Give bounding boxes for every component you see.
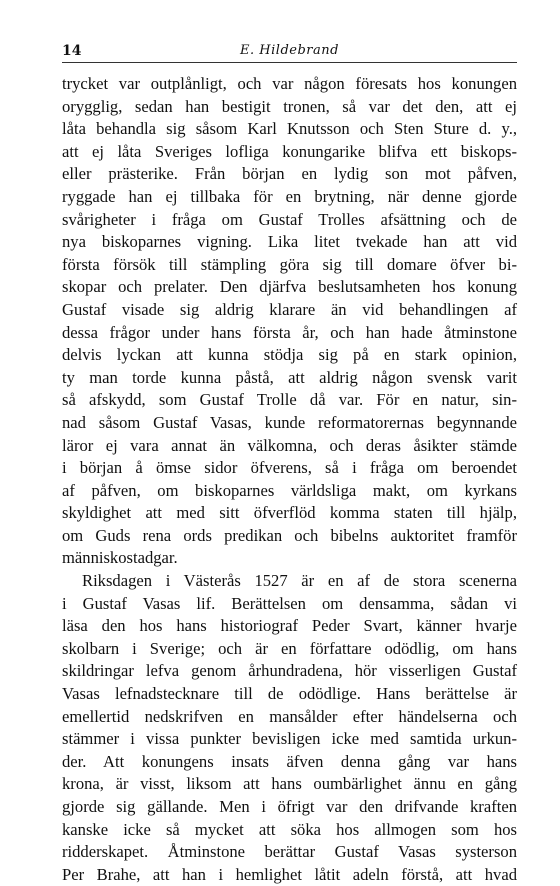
text-line: i Gustaf Vasas lif. Berättelsen om densamma, sådan vi (62, 593, 517, 613)
text-line: svårigheter i fråga om Gustaf Trolles afsättning och de (62, 209, 517, 229)
text-line: Riksdagen i Västerås 1527 är en af de stora scenerna (82, 571, 517, 591)
text-line: gjorde sig gällande. Men i öfrigt var den drifvande kraften (62, 797, 517, 816)
text-line: emellertid nedskrifven en mansålder efter händelserna och (62, 706, 517, 726)
text-line: ridderskapet. Åtminstone berättar Gustaf Vasas systerson (62, 842, 517, 862)
text-line: eller prästerike. Från början en lydig son mot påfven, (62, 164, 517, 184)
text-line: att ej låta Sveriges lofliga konungarike blifva ett biskops- (62, 141, 517, 161)
running-head: E. Hildebrand (240, 43, 339, 58)
text-line: Gustaf visade sig aldrig klarare än vid behandlingen af (62, 299, 517, 319)
body-text (62, 73, 517, 886)
text-line: Vasas lefnadstecknare till de odödlige. Hans berättelse är (62, 684, 517, 704)
text-line: så afskydd, som Gustaf Trolle då var. För en natur, sin- (62, 390, 517, 410)
page-header (62, 42, 517, 63)
text-line: läsa den hos hans historiograf Peder Svart, känner hvarje (62, 616, 517, 636)
text-line: skyldighet att med sitt öfverflöd komma staten till hjälp, (62, 503, 517, 523)
text-line: läror ej vara annat än välkomna, och deras åsikter stämde (62, 435, 517, 455)
paragraph (62, 570, 517, 886)
text-line: skildringar lefva genom århundradena, hör visserligen Gustaf (62, 661, 517, 681)
text-line: kanske icke så mycket att söka hos allmogen som hos (62, 819, 517, 839)
text-line: dessa frågor under hans första år, och han hade åtminstone (62, 322, 517, 342)
text-line: människostadgar. (62, 548, 178, 568)
text-line: ryggade han ej tillbaka för en brytning, när denne gjorde (62, 186, 517, 206)
text-line: delvis lyckan att kunna stödja sig på en stark opinion, (62, 345, 517, 365)
text-line: skolbarn i Sverige; och är en författare odödlig, om hans (62, 638, 517, 658)
text-line: der. Att konungens insats äfven denna gång var hans (62, 751, 517, 771)
text-line: trycket var outplånligt, och var någon föresats hos konungen (62, 74, 517, 93)
text-line: låta behandla sig såsom Karl Knutsson och Sten Sture d. y., (62, 119, 517, 139)
text-line: första försök till stämpling göra sig till domare öfver bi- (62, 254, 517, 274)
text-line: skopar och prelater. Den djärfva beslutsamheten hos konung (62, 277, 517, 297)
text-line: stämmer i vissa punkter bevisligen icke med samtida urkun- (62, 729, 517, 749)
text-line: ty man torde kunna påstå, att aldrig någon svensk varit (62, 367, 517, 387)
page-number: 14 (62, 43, 82, 59)
text-line: i början å ömse sidor öfverens, så i fråga om beroendet (62, 458, 517, 478)
text-line: om Guds rena ords predikan och bibelns auktoritet framför (62, 525, 517, 545)
text-line: orygglig, sedan han bestigit tronen, så var det den, att ej (62, 96, 517, 116)
paragraph (62, 73, 517, 570)
text-line: Per Brahe, att han i hemlighet låtit adeln förstå, att hvad (62, 864, 517, 884)
text-line: krona, är visst, liksom att hans oumbärlighet ännu en gång (62, 774, 517, 794)
text-line: nad såsom Gustaf Vasas, kunde reformatorernas begynnande (62, 412, 517, 432)
text-line: nya biskoparnes vigning. Lika litet tvekade han att vid (62, 232, 517, 252)
text-line: af påfven, om biskoparnes världsliga makt, om kyrkans (62, 480, 517, 500)
